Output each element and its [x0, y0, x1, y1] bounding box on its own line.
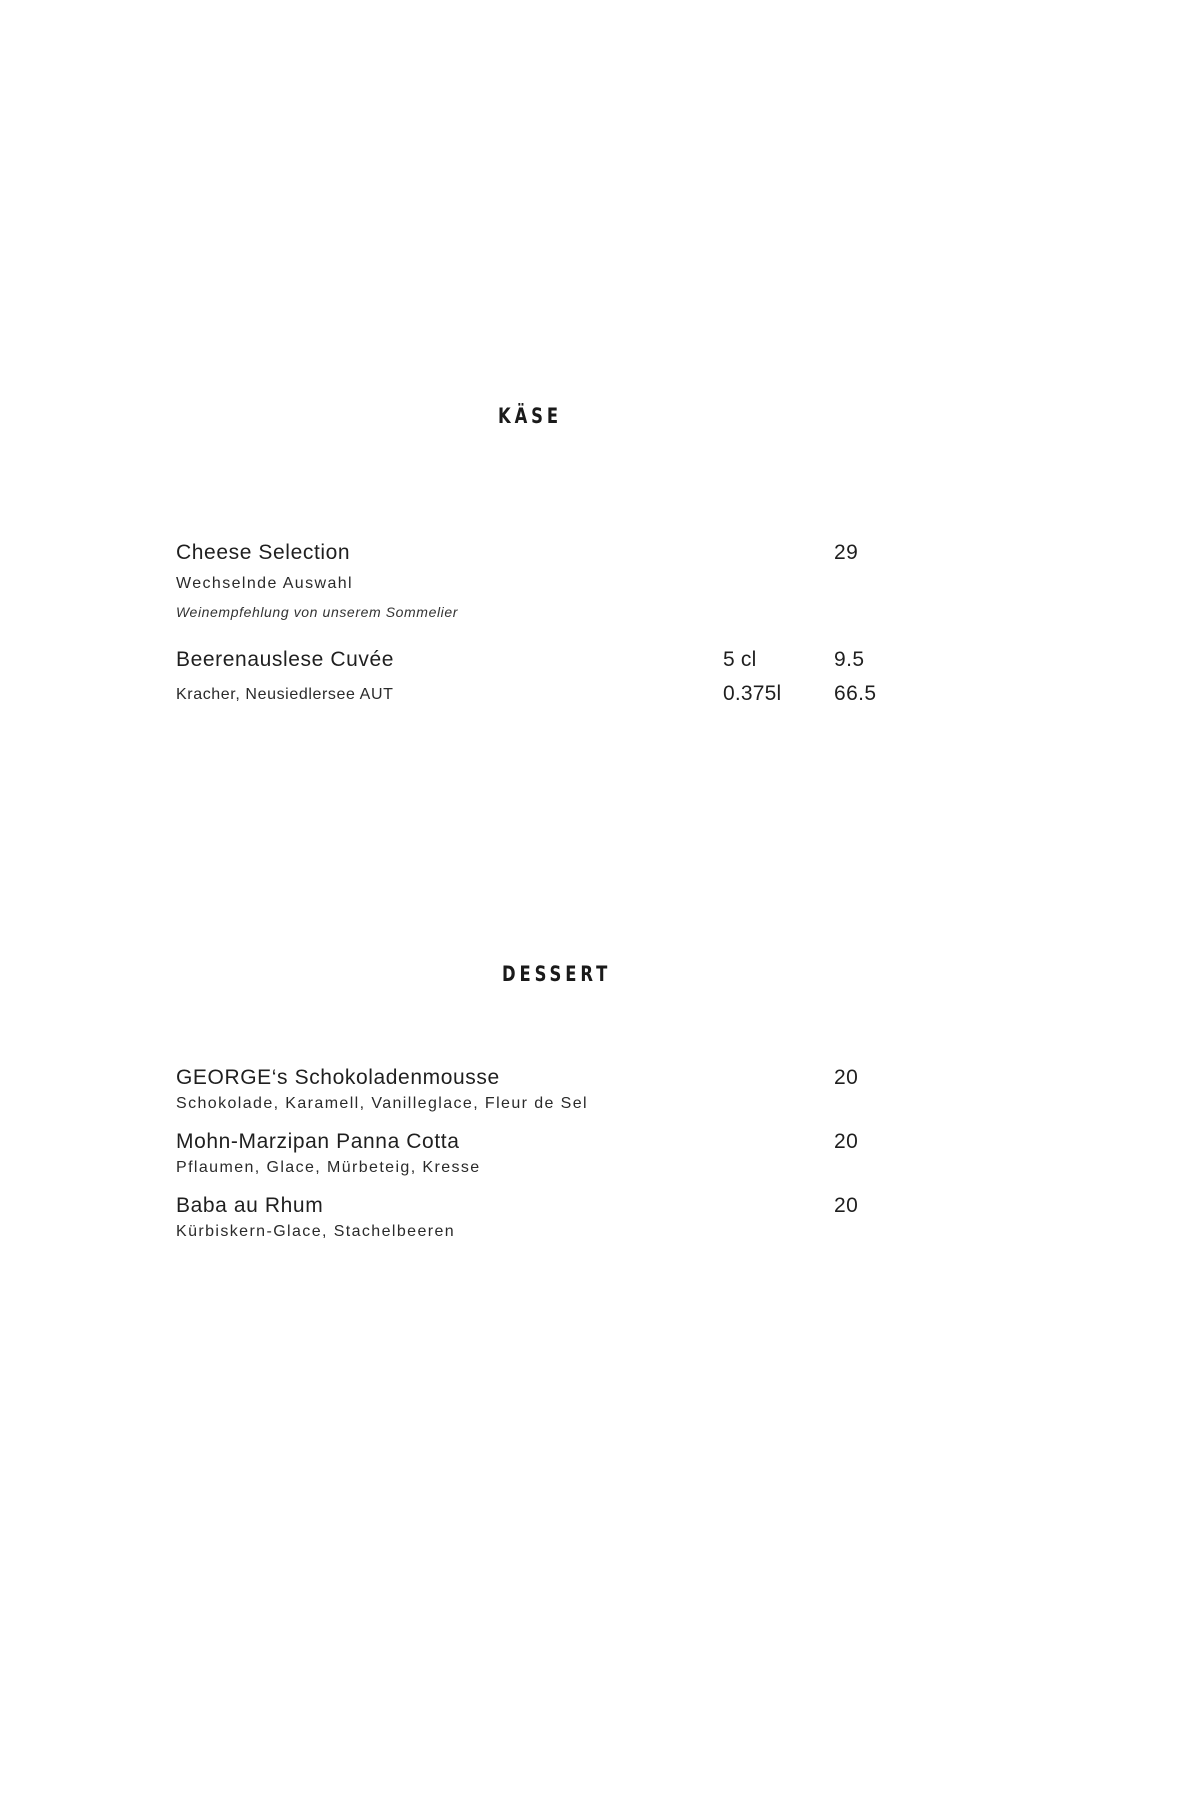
wine-volume-glass: 5 cl: [723, 648, 757, 671]
wine-price-bottle: 66.5: [834, 682, 877, 705]
dessert-item-price: 20: [834, 1194, 859, 1217]
dessert-item-price: 20: [834, 1066, 859, 1089]
section-heading-kaese: KÄSE: [498, 404, 562, 428]
wine-name: Beerenauslese Cuvée: [176, 648, 395, 671]
cheese-selection-price: 29: [834, 541, 859, 564]
dessert-item-description: Pflaumen, Glace, Mürbeteig, Kresse: [176, 1159, 481, 1176]
wine-origin: Kracher, Neusiedlersee AUT: [176, 686, 394, 703]
wine-volume-bottle: 0.375l: [723, 682, 782, 705]
cheese-selection-description: Wechselnde Auswahl: [176, 575, 353, 592]
dessert-item-name: GEORGE‘s Schokoladenmousse: [176, 1066, 500, 1089]
section-heading-dessert: DESSERT: [502, 962, 612, 986]
dessert-item-name: Mohn-Marzipan Panna Cotta: [176, 1130, 460, 1153]
dessert-item-description: Schokolade, Karamell, Vanilleglace, Fleur de Sel: [176, 1095, 588, 1112]
dessert-item-price: 20: [834, 1130, 859, 1153]
dessert-item-name: Baba au Rhum: [176, 1194, 324, 1217]
wine-recommendation-note: Weinempfehlung von unserem Sommelier: [176, 604, 459, 620]
dessert-item-description: Kürbiskern-Glace, Stachelbeeren: [176, 1223, 456, 1240]
cheese-selection-name: Cheese Selection: [176, 541, 351, 564]
wine-price-glass: 9.5: [834, 648, 865, 671]
